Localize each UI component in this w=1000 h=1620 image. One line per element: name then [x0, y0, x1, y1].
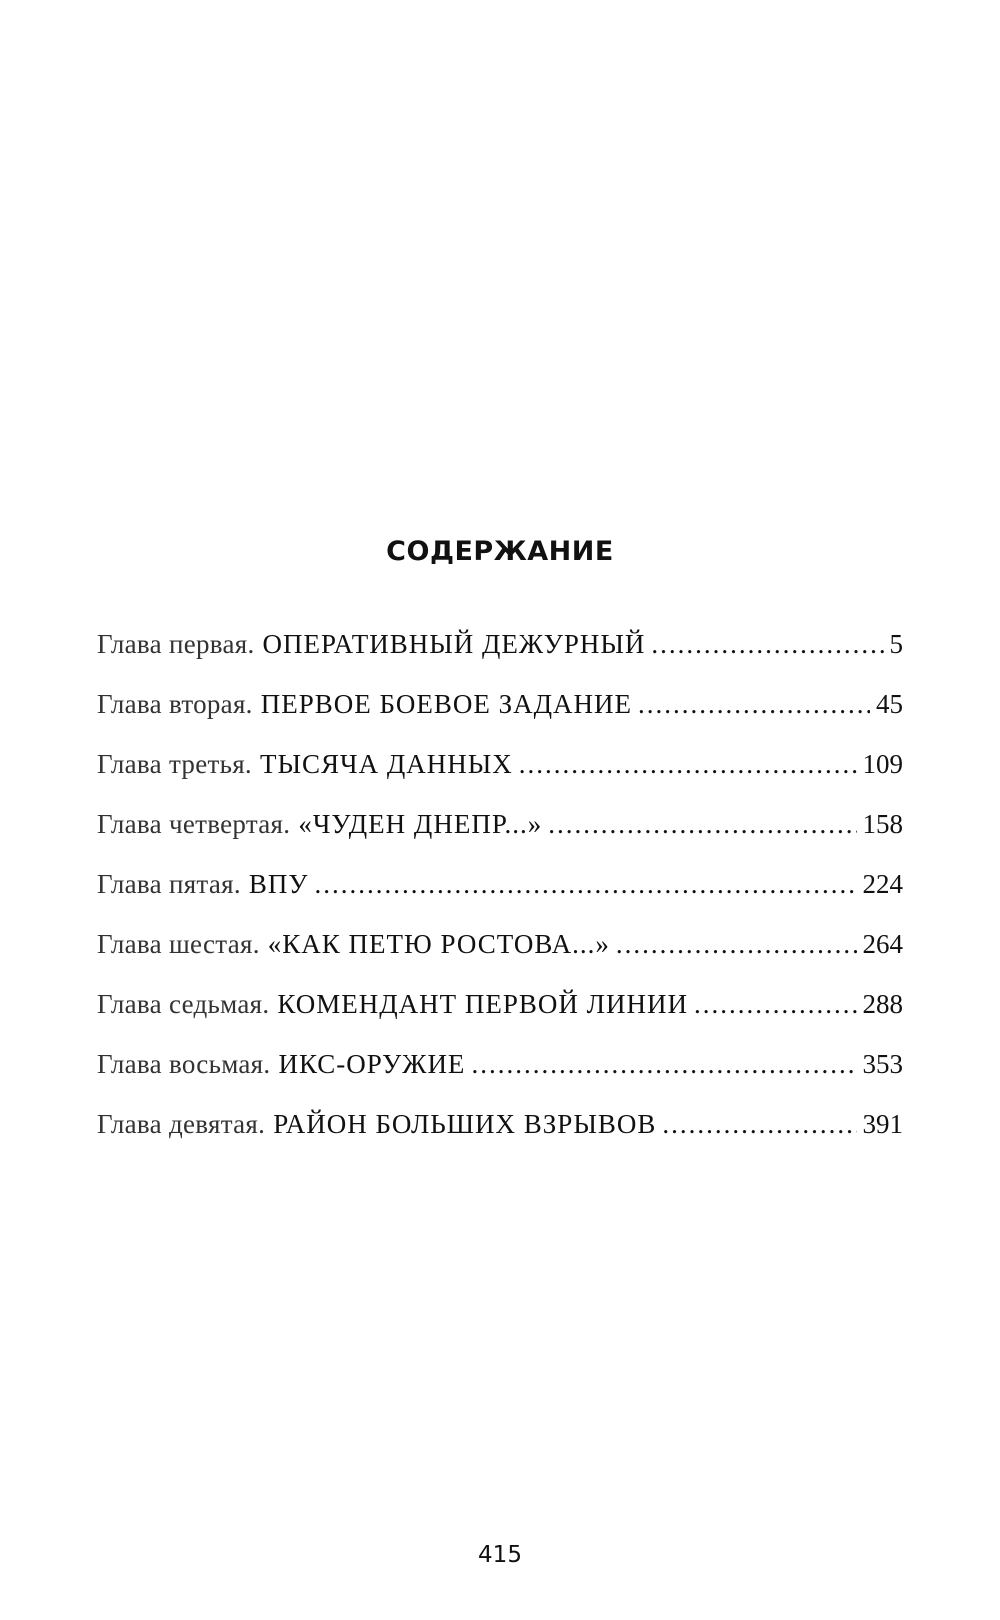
- toc-entry-2: [97, 674, 903, 734]
- toc-entry-4: [97, 794, 903, 854]
- chapter-prefix: Глава седьмая.: [97, 989, 270, 1019]
- toc-entry-6: [97, 914, 903, 974]
- page-number: 353: [862, 1049, 903, 1079]
- dot-leader: [662, 1094, 856, 1154]
- chapter-title: ВПУ: [248, 869, 309, 899]
- dot-leader: [651, 614, 883, 674]
- page-number: 45: [876, 689, 903, 719]
- dot-leader: [616, 914, 857, 974]
- toc-heading: СОДЕРЖАНИЕ: [386, 536, 614, 567]
- chapter-title: ПЕРВОЕ БОЕВОЕ ЗАДАНИЕ: [260, 689, 632, 719]
- chapter-prefix: Глава первая.: [97, 629, 255, 659]
- page-number: 224: [862, 869, 903, 899]
- chapter-prefix: Глава вторая.: [97, 689, 253, 719]
- toc-entry-3: [97, 734, 903, 794]
- toc-entry-8: [97, 1034, 903, 1094]
- chapter-title: ИКС-ОРУЖИЕ: [278, 1049, 466, 1079]
- chapter-prefix: Глава девятая.: [97, 1109, 266, 1139]
- dot-leader: [548, 794, 856, 854]
- toc-list: [97, 614, 903, 1154]
- page-number: 288: [862, 989, 903, 1019]
- dot-leader: [471, 1034, 856, 1094]
- dot-leader: [315, 854, 857, 914]
- chapter-title: «КАК ПЕТЮ РОСТОВА...»: [267, 929, 610, 959]
- page-number: 158: [862, 809, 903, 839]
- chapter-prefix: Глава пятая.: [97, 869, 241, 899]
- toc-entry-7: [97, 974, 903, 1034]
- page-folio: 415: [478, 1542, 522, 1568]
- chapter-prefix: Глава четвертая.: [97, 809, 291, 839]
- page-number: 5: [889, 629, 903, 659]
- page-number: 264: [862, 929, 903, 959]
- toc-entry-1: [97, 614, 903, 674]
- page-number: 109: [862, 749, 903, 779]
- page-number: 391: [862, 1109, 903, 1139]
- chapter-prefix: Глава восьмая.: [97, 1049, 271, 1079]
- dot-leader: [694, 974, 857, 1034]
- chapter-title: ОПЕРАТИВНЫЙ ДЕЖУРНЫЙ: [262, 629, 646, 659]
- dot-leader: [519, 734, 857, 794]
- toc-entry-9: [97, 1094, 903, 1154]
- chapter-prefix: Глава шестая.: [97, 929, 260, 959]
- toc-entry-5: [97, 854, 903, 914]
- chapter-title: КОМЕНДАНТ ПЕРВОЙ ЛИНИИ: [277, 989, 688, 1019]
- chapter-prefix: Глава третья.: [97, 749, 252, 779]
- chapter-title: «ЧУДЕН ДНЕПР...»: [298, 809, 543, 839]
- chapter-title: РАЙОН БОЛЬШИХ ВЗРЫВОВ: [273, 1109, 657, 1139]
- chapter-title: ТЫСЯЧА ДАННЫХ: [259, 749, 513, 779]
- dot-leader: [638, 674, 870, 734]
